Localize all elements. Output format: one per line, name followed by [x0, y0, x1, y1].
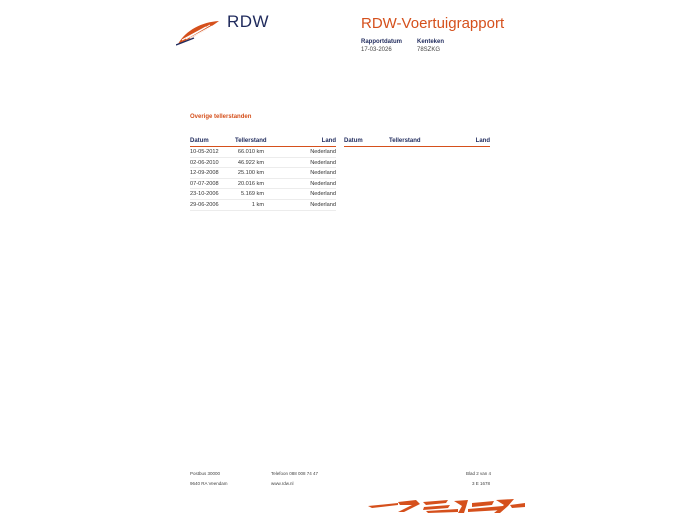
report-title: RDW-Voertuigrapport — [361, 15, 505, 32]
cell-odometer: 20.016 km — [237, 180, 264, 187]
cell-odometer: 1 km — [251, 201, 264, 208]
footer-code: 3 E 1678 — [472, 481, 491, 486]
rdw-logo-icon — [176, 20, 220, 46]
cell-date: 23-10-2006 — [190, 191, 219, 198]
table-header — [344, 138, 490, 147]
column-header-odometer: Tellerstand — [235, 138, 267, 144]
report-date-label: Rapportdatum — [361, 39, 402, 45]
footer-web: www.rdw.nl — [271, 481, 294, 486]
cell-odometer: 66.010 km — [237, 149, 264, 155]
cell-odometer: 5.169 km — [240, 191, 264, 198]
cell-country: Nederland — [310, 159, 336, 166]
cell-date: 29-06-2006 — [190, 201, 219, 208]
cell-country: Nederland — [310, 201, 336, 208]
column-header-country: Land — [321, 138, 336, 144]
column-header-odometer: Tellerstand — [389, 138, 421, 144]
cell-country: Nederland — [310, 180, 336, 187]
section-title: Overige tellerstanden — [190, 114, 252, 120]
footer-phone: Telefoon 088 008 74 47 — [271, 471, 319, 476]
table-row — [190, 168, 336, 179]
cell-date: 02-06-2010 — [190, 159, 219, 166]
odometer-table-right — [344, 138, 490, 147]
plate-label: Kenteken — [417, 39, 445, 45]
cell-date: 07-07-2008 — [190, 180, 219, 187]
footer-page-number: Blad 2 van 4 — [466, 471, 492, 476]
rdw-stripes-graphic-icon — [368, 499, 525, 514]
table-row — [190, 200, 336, 211]
plate-value: 78SZKG — [417, 47, 441, 53]
report-date-value: 17-03-2026 — [361, 47, 392, 53]
table-row — [190, 179, 336, 190]
cell-country: Nederland — [310, 149, 336, 155]
brand-name: RDW — [227, 12, 270, 31]
column-header-date: Datum — [344, 138, 363, 144]
odometer-table-left — [190, 138, 336, 211]
table-row — [190, 189, 336, 200]
table-row — [190, 147, 336, 158]
footer-postbus: Postbus 30000 — [190, 471, 221, 476]
cell-odometer: 25.100 km — [237, 170, 264, 177]
cell-date: 12-09-2008 — [190, 170, 219, 177]
footer-city: 9640 RA Veendam — [190, 481, 228, 486]
table-row — [190, 158, 336, 169]
cell-date: 10-05-2012 — [190, 149, 219, 155]
table-header — [190, 138, 336, 147]
column-header-country: Land — [475, 138, 490, 144]
cell-country: Nederland — [310, 170, 336, 177]
cell-country: Nederland — [310, 191, 336, 198]
column-header-date: Datum — [190, 138, 209, 144]
cell-odometer: 46.922 km — [237, 159, 264, 166]
